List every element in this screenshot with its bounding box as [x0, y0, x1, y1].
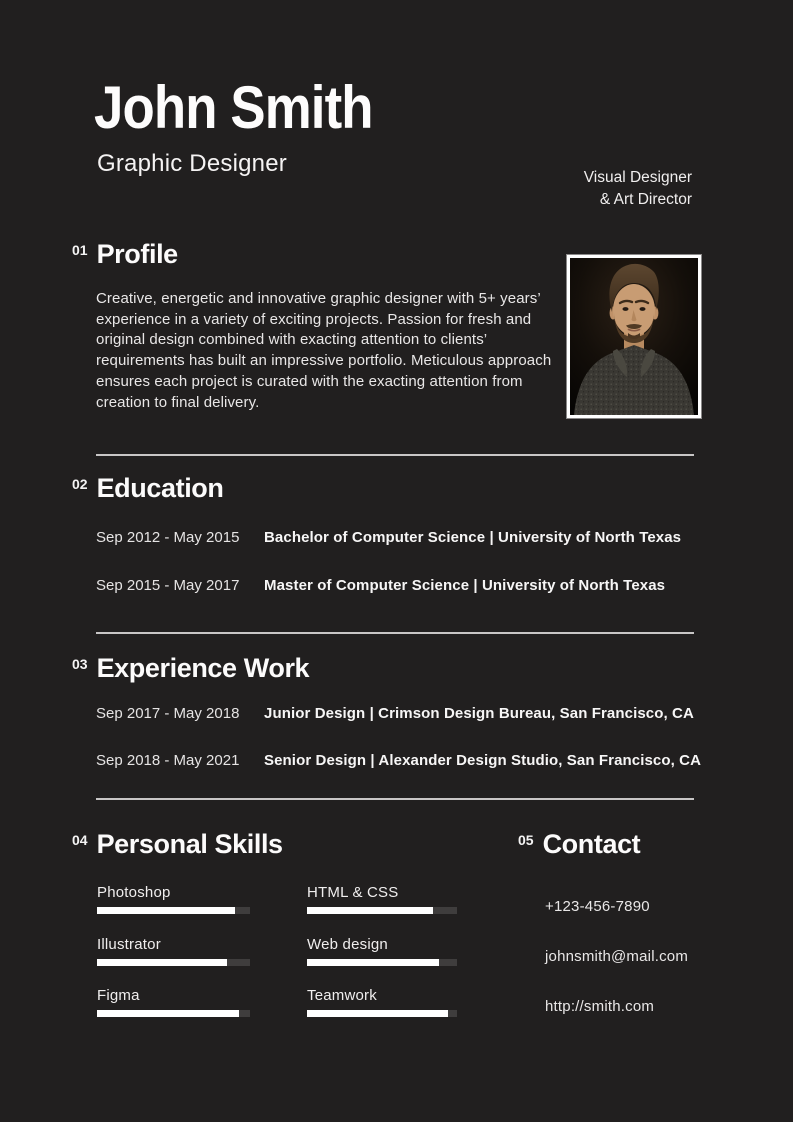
tagline-line-1: Visual Designer [583, 169, 692, 186]
section-number: 05 [518, 832, 534, 848]
skill-bar-fill [97, 959, 227, 966]
skill-item [307, 884, 457, 936]
skill-label: Illustrator [97, 935, 161, 953]
experience-list [96, 705, 701, 769]
skills-grid [97, 884, 457, 1039]
profile-summary: Creative, energetic and innovative graphic designer with 5+ years’ experience in a variety of exciting projects. Passion for fresh and original design combined with exacting attention to clients’ requirements has built an impressive portfolio. Meticulous approach ensures each project is curated with the exacting attention from creation to final delivery. [96, 290, 552, 411]
experience-period: Sep 2017 - May 2018 [96, 705, 240, 722]
education-detail: Master of Computer Science | University of North Texas [264, 577, 666, 594]
education-row [96, 577, 681, 594]
education-list [96, 529, 681, 594]
skill-bar-fill [97, 1010, 239, 1017]
skill-bar-track [307, 907, 457, 914]
person-name: John Smith [94, 74, 373, 141]
section-title-profile: Profile [96, 239, 178, 269]
section-header-education [72, 473, 223, 503]
education-period: Sep 2015 - May 2017 [96, 577, 240, 594]
education-detail: Bachelor of Computer Science | University of North Texas [264, 529, 682, 546]
education-row [96, 529, 681, 546]
contact-list [545, 898, 688, 1048]
skill-bar-track [307, 959, 457, 966]
experience-detail: Junior Design | Crimson Design Bureau, San Francisco, CA [264, 705, 694, 722]
skill-bar-fill [97, 907, 235, 914]
skill-bar-fill [307, 1010, 448, 1017]
skill-bar-track [307, 1010, 457, 1017]
skill-item [97, 884, 250, 936]
skill-label: HTML & CSS [307, 884, 399, 901]
contact-phone[interactable]: +123-456-7890 [545, 898, 650, 915]
section-header-contact [518, 829, 640, 859]
section-title-experience: Experience Work [96, 653, 310, 683]
experience-period: Sep 2018 - May 2021 [96, 752, 240, 769]
section-divider [96, 632, 694, 634]
education-period: Sep 2012 - May 2015 [96, 529, 240, 546]
tagline-line-2: & Art Director [599, 190, 692, 208]
section-title-contact: Contact [542, 829, 641, 859]
skill-label: Web design [307, 935, 388, 953]
section-divider [96, 798, 694, 800]
section-divider [96, 454, 694, 456]
skill-item [97, 987, 250, 1039]
experience-row [96, 705, 701, 722]
skill-bar-track [97, 959, 250, 966]
section-title-education: Education [96, 473, 224, 503]
contact-email[interactable]: johnsmith@mail.com [545, 948, 689, 965]
section-number: 04 [72, 832, 88, 848]
skill-item [97, 936, 250, 988]
skill-label: Photoshop [97, 884, 171, 901]
section-header-profile [72, 239, 178, 269]
skill-bar-track [97, 1010, 250, 1017]
portrait-illustration [570, 258, 698, 415]
section-number: 02 [72, 476, 88, 492]
section-number: 03 [72, 656, 88, 672]
skill-item [307, 987, 457, 1039]
section-number: 01 [72, 242, 88, 258]
skill-label: Teamwork [307, 987, 377, 1004]
skill-bar-fill [307, 907, 433, 914]
skill-label: Figma [97, 987, 140, 1004]
skill-item [307, 936, 457, 988]
person-role: Graphic Designer [97, 150, 287, 177]
experience-detail: Senior Design | Alexander Design Studio, San Francisco, CA [264, 752, 702, 769]
experience-row [96, 752, 701, 769]
tagline [584, 167, 692, 210]
section-header-experience [72, 653, 309, 683]
profile-photo [566, 254, 702, 419]
section-title-skills: Personal Skills [96, 829, 283, 859]
skill-bar-fill [307, 959, 439, 966]
section-header-skills [72, 829, 283, 859]
skill-bar-track [97, 907, 250, 914]
contact-website[interactable]: http://smith.com [545, 998, 655, 1015]
